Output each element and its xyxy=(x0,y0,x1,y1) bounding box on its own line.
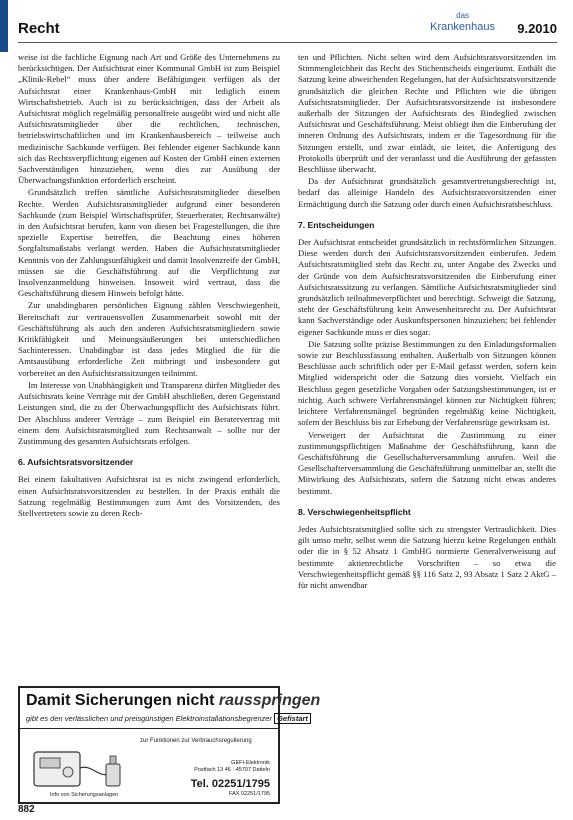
ad-contact xyxy=(194,760,270,774)
header-divider xyxy=(18,42,557,43)
paragraph: Der Aufsichtsrat entscheidet grundsätzlich in rechtsförmlichen Sitzungen. Diese werden durch den Aufsichtsratsvorsitzenden einberufen. Jedem Aufsichtsratsmitglied steht das Recht zu, unter Angabe des Zwecks und der Gründe von dem Aufsichtsratsvorsitzenden die Einberufung einer Aufsichtsratssitzung zu verlangen. Sämtliche Aufsichtsratsmitglieder sind grundsätzlich teilnahmeverpflichtet und berechtigt. Schweigt die Satzung, steht der Geschäftsführung kein Anwesenheitsrecht zu. Der Aufsichtsrat kann Sachverständige oder Auskunftspersonen hinzuziehen; bei fehlender eigener Sachkunde muss er dies sogar. xyxy=(298,237,556,337)
ad-tagline: zur Funktionen zur Verbrauchsregulierung xyxy=(140,738,252,744)
page-number: 882 xyxy=(18,804,35,815)
ad-contact-company: GEFI-Elektronik xyxy=(231,760,270,766)
ad-headline-part1: Damit Sicherungen nicht xyxy=(26,692,215,709)
paragraph: weise ist die fachliche Eignung nach Art und Größe des Unternehmens zu berücksichtigen. Der Aufsichtsrat einer Kommunal GmbH ist zum Beispiel „Klinik-Rebel“ muss über andere Befähigungen verfügen als der Aufsichtsrat einer Krankenhaus-GmbH mit lediglich einem Wirtschaftsbetrieb. Auch ist zu berücksichtigen, dass der Arbeit als Aufsichtsrat möglich regelmäßig personalfreie ausgeübt wird und nicht alle Aufsichtsratsmitglieder über die rechtlichen, technischen, betriebswirtschaftlichen und im Krankenhausbereich – teilweise auch medizinische Sachkunde verfügen. Bei fehlender eigener Sachkunde kann sich das Rechtsverpflichtung eigenen auf Kosten der GmbH einen externen Sachverständigen hinzuziehen, wenn dies zur Ausübung der Überwachungsfunktion erforderlich erscheint. xyxy=(18,52,280,186)
page-header xyxy=(18,11,557,50)
paragraph: Im Interesse von Unabhängigkeit und Transparenz dürfen Mitglieder des Aufsichtsrats keine Verträge mit der GmbH abschließen, deren Gegenstand Leistungen sind, die zu der Überwachungspflicht des Aufsichtsrats führt. Der Abschluss anderer Verträge – zum Beispiel ein Beratervertrag mit einem dem Aufsichtsratsmitglied zum Rechtsanwalt – sollte nur der Zustimmung des gesamten Aufsichtsrats erfolgen. xyxy=(18,379,280,446)
right-column xyxy=(298,52,556,592)
left-column xyxy=(18,52,280,520)
paragraph: Grundsätzlich treffen sämtliche Aufsichtsratsmitglieder dieselben Rechte. Werden Aufsichtsratsmitglieder aufgrund einer besonderen Sachkunde (zum Beispiel Wirtschaftsprüfer, Steuerberater, Rechtsanwälte) in den Aufsichtsrat berufen, kann von diesen bei Fragestellungen, die ihre spezielle Expertise betreffen, die Beachtung eines höheren Sorgfaltsmaßstabs verlangt werden. Haben die Aufsichtsratsmitglieder Kenntnis von der Zahlungsunfähigkeit und damit Insolvenzreife der GmbH, müssen sie die Geschäftsführung auf die Verpflichtung zur Insolvenzanmeldung hinweisen. Insoweit wird vertraut, dass die Geschäftsführung diesem Hinweis befolgt hätte. xyxy=(18,187,280,299)
journal-logo-prefix: das xyxy=(456,11,470,20)
paragraph: Bei einem fakultativen Aufsichtsrat ist es nicht zwingend erforderlich, einen Aufsichtsratsvorsitzenden zu bestellen. In der Praxis enthält die Satzung regelmäßig Bestimmungen zum Amt des Vorsitzenden, des Stellvertreters sowie zu deren Rech- xyxy=(18,474,280,518)
ad-headline-part2: rausspringen xyxy=(218,692,321,709)
ad-fax: FAX 02251/1795 xyxy=(229,791,270,797)
ad-headline xyxy=(26,692,320,710)
section-title: Recht xyxy=(18,20,60,37)
section-heading: 8. Verschwiegenheitspflicht xyxy=(298,506,411,517)
accent-block xyxy=(0,0,8,52)
paragraph: Verweigert der Aufsichtsrat die Zustimmung zu einer zustimmungspflichtigen Maßnahme der Geschäftsführung, kann die Geschäftsführung die Gesellschafterversammlung anrufen. Weil die Gesellschafterversammlung die Geschäftsführung unmittelbar an, stellt die Mitwirkung des Aufsichtsrats, sofern die Satzung nicht etwas anderes bestimmt. xyxy=(298,429,556,496)
section-heading: 7. Entscheidungen xyxy=(298,219,375,230)
ad-footer: Info von Sicherungsanlagen xyxy=(50,792,119,798)
journal-logo xyxy=(430,12,495,33)
ad-subline-text: gibt es den verlässlichen und preisgünstigen Elektroinstallationsbegrenzer xyxy=(26,714,272,723)
paragraph: Da der Aufsichtsrat grundsätzlich gesamtvertretungsberechtigt ist, bedarf das alleinige Handeln des Aufsichtsratsvorsitzenden einer Ermächtigung durch die Satzung oder durch einen Aufsichtsratsbeschluss. xyxy=(298,176,556,209)
ad-divider xyxy=(20,728,278,729)
paragraph: Zur unabdingbaren persönlichen Eignung zählen Verschwiegenheit, Bereitschaft zur vertrauensvollen Zusammenarbeit sowohl mit der Geschäftsführung als auch den anderen Aufsichtsratsmitgliedern sowie Kritikfähigkeit und Meinungsäußerungen bei unterschiedlichen Sachinteressen. Unabdingbar ist dass jedes Mitglied die für die Amtsausübung erforderliche Zeit mitbringt und insbesondere gut vorbereitet an den Aufsichtsratssitzungen teilnimmt. xyxy=(18,300,280,378)
issue-number: 9.2010 xyxy=(517,21,557,36)
paragraph: Jedes Aufsichtsratsmitglied sollte sich zu strengster Vertraulichkeit. Dies gilt umso mehr, selbst wenn die Satzung hierzu keine Regelungen enthält oder die in § 52 Absatz 1 GmbHG normierte Generalverweisung auf bestimmte aktienrechtliche Vorschriften – so etwa die Verschwiegenheitspflicht gemäß §§ 116 Satz 2, 93 Absatz 1 Satz 2 AktG – für nicht anwendbar xyxy=(298,523,556,590)
journal-logo-name: Krankenhaus xyxy=(430,20,495,33)
ad-product-image xyxy=(28,734,128,800)
ad-subline xyxy=(26,714,311,723)
ad-contact-address: Postfach 13 46 · 45707 Datteln xyxy=(194,767,270,773)
ad-brand-logo: Gefistart xyxy=(274,713,311,724)
advertisement xyxy=(18,686,321,804)
paragraph: ten und Pflichten. Nicht selten wird dem Aufsichtsratsvorsitzenden im Stimmengleichheit das Recht des Stichentscheids eingeräumt. Enthält die Satzung keine abweichenden Regelungen, hat der Aufsichtsratsvorsitzende grundsätzlich die gleichen Rechte und Pflichten wie die übrigen Aufsichtsratsmitglieder. Der Aufsichtsratsvorsitzende ist insbesondere außerhalb der Sitzungen der Aufsichtsrats des Bindeglied zwischen Aufsichtsrat und Geschäftsführung. Meist obliegt ihm die Einberufung der inneren Ordnung des Aufsichtsrats, indem er die Tagesordnung für die Sitzungen erstellt, und zwar einlädt, sie leitet, die Anfertigung des Protokolls überprüft und der veranlasst und die Ausführung der gefassten Beschlüsse überwacht. xyxy=(298,52,556,175)
ad-phone: Tel. 02251/1795 xyxy=(190,778,270,790)
paragraph: Die Satzung sollte präzise Bestimmungen zu den Einladungsformalien sowie zur Beschlussfassung enthalten. Außerhalb von Sitzungen können Beschlüsse auch schriftlich oder per E-Mail gefasst werden, sofern kein Mitglied widerspricht oder die Satzung dies vorsieht. Vielfach ein Beschluss gegen gesetzliche Vorgaben oder Satzungsbestimmungen, ist er nichtig. Auch schwere Verfahrensmängel können zur Nichtigkeit führen; leichtere Verfahrensmängel begründen regelmäßig keine Nichtigkeit, sofern der Beschluss bis zur Erhebung der Verfahrensrüge gewirksam ist. xyxy=(298,338,556,428)
section-heading: 6. Aufsichtsratsvorsitzender xyxy=(18,457,134,468)
